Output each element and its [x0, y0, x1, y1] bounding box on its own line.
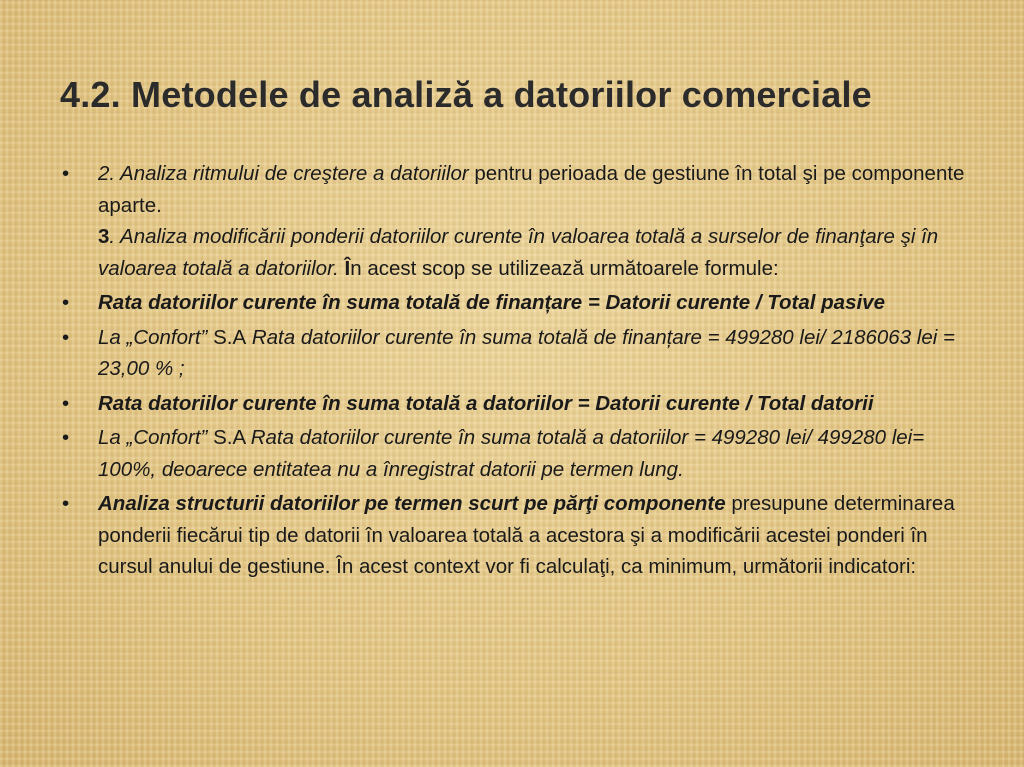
item6-bold-italic: Analiza structurii datoriilor pe termen scurt pe părţi componente [98, 492, 726, 515]
bullet-item-4 [62, 388, 967, 420]
item1-rest-a: pentru perioada de gestiune în total şi pe componente aparte. [98, 162, 965, 217]
item4-formula: Rata datoriilor curente în suma totală a datoriilor = Datorii curente / Total datorii [98, 391, 874, 415]
bullet-dot: • [62, 492, 70, 515]
item5-italic-1: La „Confort” [98, 426, 214, 449]
item1-rest-b: n acest scop se utilizează următoarele formule: [350, 256, 779, 280]
slide-title: 4.2. Metodele de analiză a datoriilor comerciale [60, 74, 872, 115]
bullet-dot: • [62, 391, 70, 415]
item2-formula: Rata datoriilor curente în suma totală de finanțare = Datorii curente / Total pasive [98, 291, 885, 314]
item6-rest: presupune determinarea ponderii fiecărui tip de datorii în valoarea totală a acestora şi a modificării acestei ponderi în cursul anului de gestiune. În acest context vor fi calculaţi, ca minimum, următorii indicatori: [98, 492, 955, 578]
item3-italic-1: La „Confort” [98, 325, 214, 349]
item1-number-b: 3 [98, 225, 110, 248]
bullet-item-6 [62, 488, 967, 583]
bullet-item-1 [62, 158, 967, 284]
bullet-item-3 [62, 322, 967, 385]
item5-italic-2: Rata datoriilor curente în suma totală a datoriilor = 499280 lei/ 499280 lei= 100%, deoarece entitatea nu a înregistrat datorii pe termen lung. [98, 426, 925, 481]
bullet-dot: • [62, 325, 70, 349]
item1-italic-a: 2. Analiza ritmului de creştere a datoriilor [98, 162, 469, 185]
item1-italic-b: . Analiza modificării ponderii datoriilor curente în valoarea totală a surselor de finanţare şi în valoarea totală a datoriilor. [98, 225, 939, 280]
bullet-dot: • [62, 426, 70, 449]
bullet-dot: • [62, 162, 70, 185]
bullet-list [62, 158, 967, 586]
bullet-item-5 [62, 422, 967, 485]
item3-company: S.A [213, 325, 247, 349]
bullet-dot: • [62, 291, 70, 314]
bullet-item-2 [62, 287, 967, 319]
item3-italic-2: Rata datoriilor curente în suma totală de finanțare = 499280 lei/ 2186063 lei = 23,00 % ; [98, 325, 955, 380]
item5-company: S.A [213, 426, 251, 449]
item1-bold-b: Î [338, 256, 351, 280]
